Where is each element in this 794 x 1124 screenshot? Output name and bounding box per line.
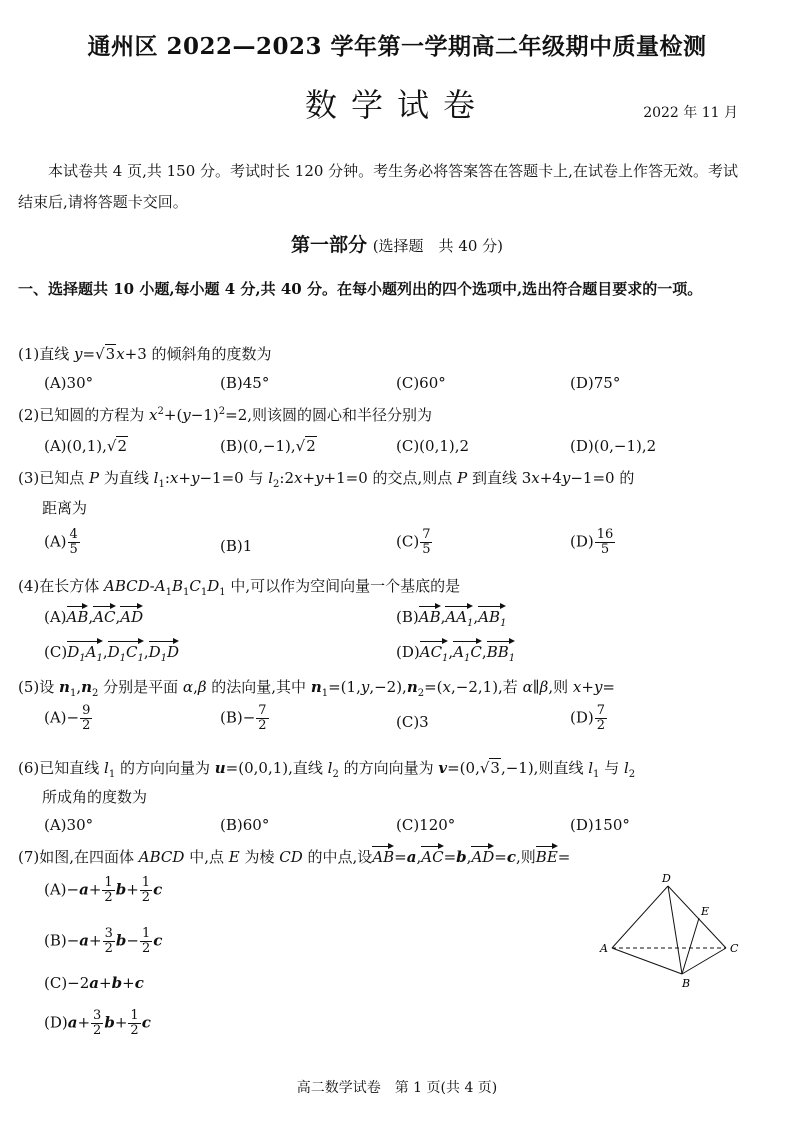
- q3-option-d: (D) $\frac{16}{5}$: [570, 527, 614, 557]
- q2-option-d: (D)(0,−1),2: [570, 437, 657, 455]
- label-d: D: [662, 872, 671, 885]
- label-a: A: [600, 942, 608, 955]
- q7-option-b: (B)−a+ $\frac{3}{2}$ b− $\frac{1}{2}$ c: [44, 926, 163, 956]
- q6-option-c: (C)120°: [396, 816, 456, 834]
- section-heading: [0, 230, 794, 257]
- question-6-continued: 所成角的度数为: [42, 788, 148, 806]
- q4-option-d: $(D)AC_1,A_1C,BB_1$: [396, 643, 516, 664]
- exam-date: 2022 年 11 月: [643, 105, 738, 121]
- q5-option-c: (C)3: [396, 713, 429, 731]
- q6-option-b: (B)60°: [220, 816, 270, 834]
- q3-option-b: (B)1: [220, 537, 253, 555]
- section-instruction: 一、选择题共 10 小题,每小题 4 分,共 40 分。在每小题列出的四个选项中,选出符合题目要求的一项。: [18, 280, 703, 298]
- section-title: 第一部分: [290, 234, 367, 256]
- q2-option-b: (B)(0,−1),√2: [220, 437, 316, 455]
- question-number: (6): [18, 759, 40, 777]
- label-b: B: [682, 977, 691, 990]
- question-3: (3)已知点 P 为直线 $l_1:x+y-1=0$ 与 $l_2:2x+y+1=0$ 的交点,则点 P 到直线 3x+4y−1=0 的: [18, 469, 635, 490]
- q6-option-d: (D)150°: [570, 816, 630, 834]
- q2-option-a: (A)(0,1),√2: [44, 437, 127, 455]
- q1-option-b: (B)45°: [220, 374, 270, 392]
- label-e: E: [701, 905, 710, 918]
- q3-option-a: (A) $\frac{4}{5}$: [44, 527, 78, 557]
- intro-paragraph: 本试卷共 4 页,共 150 分。考试时长 120 分钟。考生务必将答案答在答题卡上,在试卷上作答无效。考试结束后,请将答题卡交回。: [18, 162, 738, 211]
- edge-ab: [612, 948, 682, 974]
- question-4: (4)在长方体 ABCD-$A_1B_1C_1D_1$ 中,可以作为空间向量一个基底的是: [18, 577, 461, 598]
- page-subtitle: 数学试卷: [304, 86, 489, 124]
- question-number: (7): [18, 848, 40, 866]
- q5-option-b: (B)− $\frac{7}{2}$: [220, 703, 267, 733]
- q1-option-c: (C)60°: [396, 374, 446, 392]
- q5-option-a: (A)− $\frac{9}{2}$: [44, 703, 91, 733]
- question-6: (6)已知直线 $l_1$ 的方向向量为 u=(0,0,1),直线 $l_2$ 的方向向量为 v=(0,√3,−1),则直线 $l_1$ 与 $l_2$: [18, 759, 636, 780]
- q1-option-a: (A)30°: [44, 374, 94, 392]
- section-note: (选择题 共 40 分): [372, 237, 504, 255]
- question-number: (3): [18, 469, 40, 487]
- q2-option-c: (C)(0,1),2: [396, 437, 470, 455]
- page-footer: 高二数学试卷 第 1 页(共 4 页): [296, 1080, 498, 1096]
- q7-option-a: (A)−a+ $\frac{1}{2}$ b+ $\frac{1}{2}$ c: [44, 875, 163, 905]
- q5-option-d: (D) $\frac{7}{2}$: [570, 703, 606, 733]
- question-number: (1): [18, 345, 40, 363]
- q1-option-d: (D)75°: [570, 374, 621, 392]
- label-c: C: [730, 942, 739, 955]
- question-2: (2)已知圆的方程为 $x^2+(y-1)^2=2$,则该圆的圆心和半径分别为: [18, 406, 433, 424]
- q4-option-c: $(C)D_1A_1,D_1C_1,D_1D$: [44, 643, 180, 664]
- question-3-continued: 距离为: [42, 499, 88, 517]
- question-number: (2): [18, 406, 40, 424]
- question-5: (5)设 $n_1,n_2$ 分别是平面 α,β 的法向量,其中 $n_1=(1,y,-2),n_2=(x,-2,1)$,若 α∥β,则 x+y=: [18, 678, 615, 699]
- q4-option-a: (A)AB,AC,AD: [44, 608, 144, 626]
- q3-option-c: (C) $\frac{7}{5}$: [396, 527, 431, 557]
- tetrahedron-figure: [598, 870, 748, 992]
- question-1: (1)直线 y=√3x+3 的倾斜角的度数为: [18, 345, 272, 363]
- q4-option-b: $(B)AB,AA_1,AB_1$: [396, 608, 507, 629]
- q7-option-d: (D)a+ $\frac{3}{2}$ b+ $\frac{1}{2}$ c: [44, 1008, 151, 1038]
- q6-option-a: (A)30°: [44, 816, 94, 834]
- page-title: 通州区 2022—2023 学年第一学期高二年级期中质量检测: [87, 33, 707, 60]
- q7-option-c: (C)−2a+b+c: [44, 974, 144, 992]
- question-7: (7)如图,在四面体 ABCD 中,点 E 为棱 CD 的中点,设AB=a,AC=b,AD=c,则BE=: [18, 848, 571, 866]
- edge-ad: [612, 886, 668, 948]
